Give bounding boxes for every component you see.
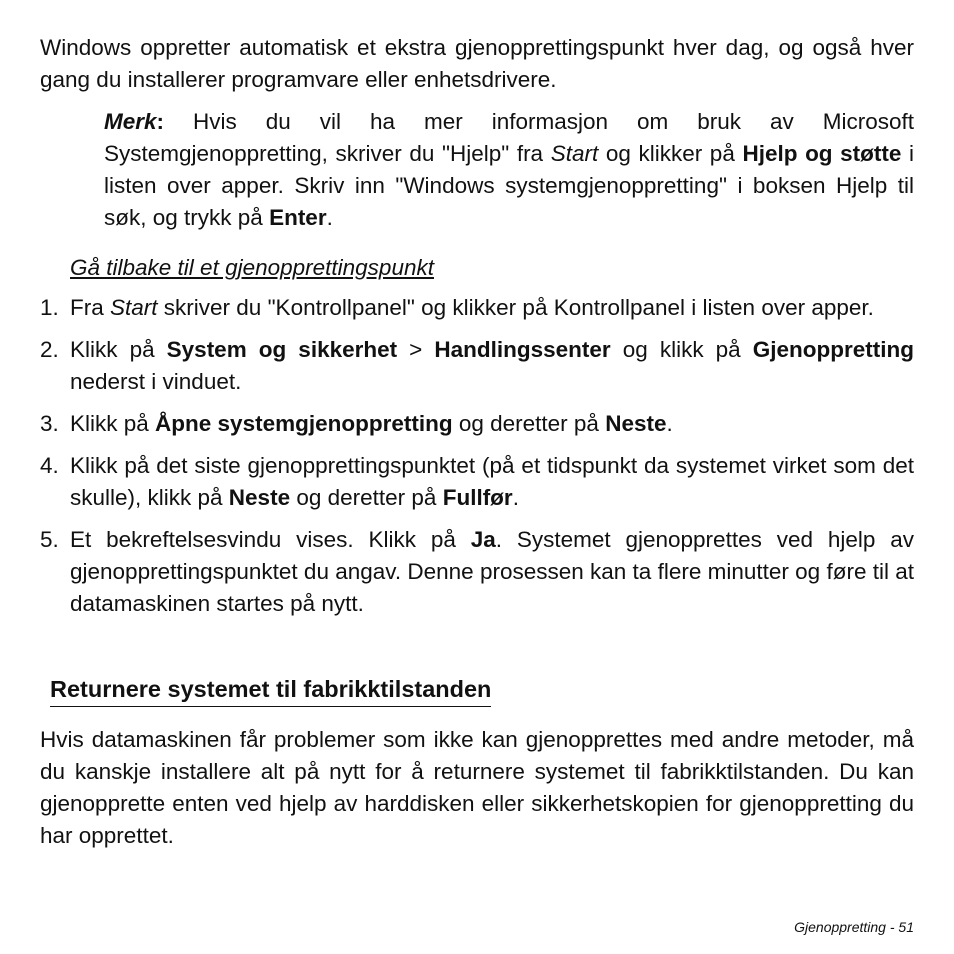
- step-3: 3. Klikk på Åpne systemgjenoppretting og deretter på Neste.: [40, 411, 673, 436]
- note-label: Merk: [104, 109, 157, 134]
- subheading: Gå tilbake til et gjenopprettingspunkt: [70, 255, 434, 280]
- section-heading: Returnere systemet til fabrikktilstanden: [50, 673, 491, 707]
- page-footer: [794, 918, 914, 936]
- step-5: 5. Et bekreftelsesvindu vises. Klikk på Ja. Systemet gjenopprettes ved hjelp av gjenopprettingspunktet du angav. Denne prosessen kan ta flere minutter og føre til at datamaskinen startes på nytt.: [40, 527, 914, 616]
- step-4: 4. Klikk på det siste gjenopprettingspunktet (på et tidspunkt da systemet virket som det skulle), klikk på Neste og deretter på Fullfør.: [40, 453, 914, 510]
- start-ref: Start: [550, 141, 599, 166]
- section-body: Hvis datamaskinen får problemer som ikke kan gjenopprettes med andre metoder, må du kanskje installere alt på nytt for å returnere systemet til fabrikktilstanden. Du kan gjenopprette enten ved hjelp av harddisken eller sikkerhetskopien for gjenoppretting du har opprettet.: [40, 727, 914, 848]
- enter-key-ref: Enter: [269, 205, 327, 230]
- step-2: 2. Klikk på System og sikkerhet > Handlingssenter og klikk på Gjenoppretting nederst i vinduet.: [40, 337, 914, 394]
- note-paragraph: Merk: Hvis du vil ha mer informasjon om bruk av Microsoft Systemgjenoppretting, skriver du "Hjelp" fra Start og klikker på Hjelp og støtte i listen over apper. Skriv inn "Windows systemgjenoppretting" i boksen Hjelp til søk, og trykk på Enter.: [104, 109, 915, 230]
- page-number: 51: [898, 919, 914, 935]
- footer-section: Gjenoppretting -: [794, 919, 899, 935]
- help-ref: Hjelp og støtte: [742, 141, 902, 166]
- step-1: 1. Fra Start skriver du "Kontrollpanel" og klikker på Kontrollpanel i listen over apper.: [40, 295, 874, 320]
- intro-paragraph: Windows oppretter automatisk et ekstra gjenopprettingspunkt hver dag, og også hver gang du installerer programvare eller enhetsdrivere.: [40, 35, 914, 92]
- steps-list: [40, 292, 914, 630]
